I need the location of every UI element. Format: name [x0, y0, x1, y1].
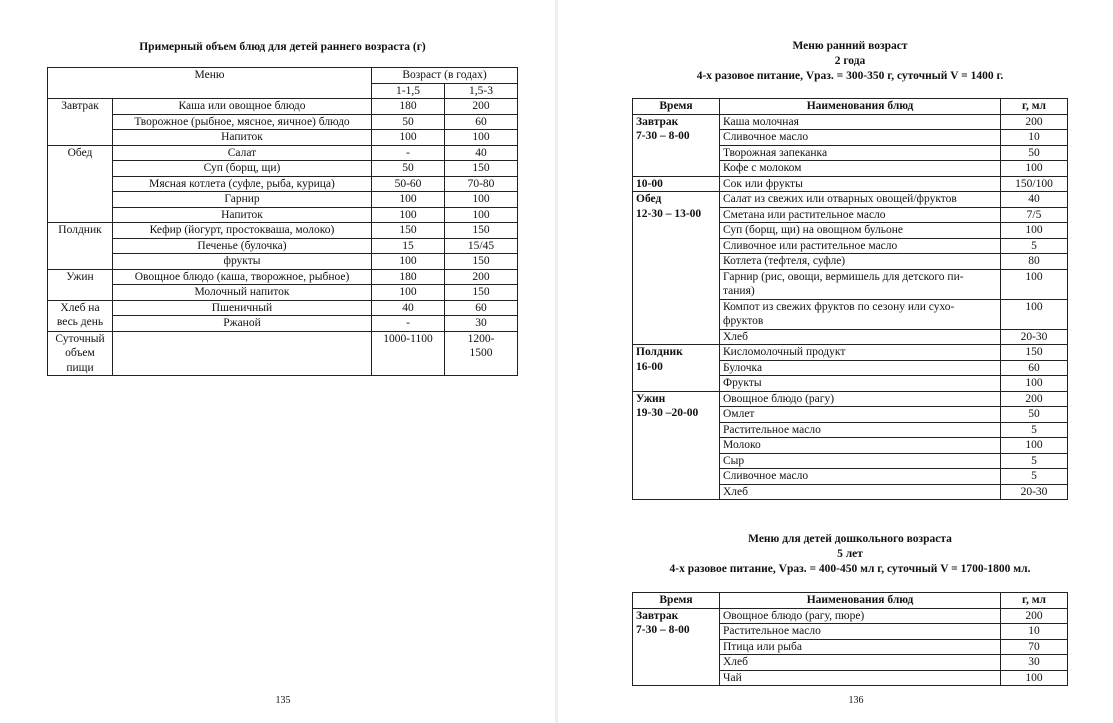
- dish-cell: Салат из свежих или отварных овощей/фруктов: [720, 192, 1001, 208]
- dish-cell: Кисломолочный продукт: [720, 345, 1001, 361]
- age-1-value: 50: [372, 114, 445, 130]
- quantity-cell: 100: [1001, 376, 1068, 392]
- dish-cell: Творожное (рыбное, мясное, яичное) блюдо: [113, 114, 372, 130]
- meal-time-cell: Завтрак 7-30 – 8-00: [633, 114, 720, 176]
- age-2-value: 150: [445, 223, 518, 239]
- menu2-title-line3: 4-х разовое питание, Vраз. = 400-450 мл г, суточный V = 1700-1800 мл.: [669, 563, 1031, 575]
- meal-time-cell: Полдник 16-00: [633, 345, 720, 392]
- age-1-value: 100: [372, 254, 445, 270]
- age-2-value: 1200- 1500: [445, 331, 518, 376]
- quantity-cell: 50: [1001, 407, 1068, 423]
- quantity-cell: 10: [1001, 624, 1068, 640]
- page-number-right: 136: [848, 695, 864, 706]
- age-1-value: 50: [372, 161, 445, 177]
- dish-cell: Сыр: [720, 453, 1001, 469]
- meal-cell: Ужин: [48, 269, 113, 300]
- left-page-title: Примерный объем блюд для детей раннего возраста (г): [139, 41, 426, 53]
- quantity-cell: 30: [1001, 655, 1068, 671]
- age-2-value: 100: [445, 130, 518, 146]
- quantity-cell: 5: [1001, 238, 1068, 254]
- dish-cell: Овощное блюдо (рагу, пюре): [720, 608, 1001, 624]
- dish-cell: Каша или овощное блюдо: [113, 99, 372, 115]
- menu-2-years-table: [632, 98, 1068, 500]
- table-row: [48, 254, 518, 270]
- age-1-value: 50-60: [372, 176, 445, 192]
- menu-header: Меню: [48, 68, 372, 99]
- dish-cell: Молочный напиток: [113, 285, 372, 301]
- age-1-value: 180: [372, 99, 445, 115]
- quantity-cell: 200: [1001, 608, 1068, 624]
- meal-cell: Обед: [48, 145, 113, 223]
- table-row: [48, 161, 518, 177]
- dish-cell: Мясная котлета (суфле, рыба, курица): [113, 176, 372, 192]
- table-row: [633, 608, 1068, 624]
- table-row: [48, 331, 518, 376]
- age-2-value: 200: [445, 269, 518, 285]
- menu-2-years-body: [633, 114, 1068, 500]
- qty-header: г, мл: [1001, 99, 1068, 115]
- dish-cell: Чай: [720, 670, 1001, 686]
- table-row: [48, 223, 518, 239]
- age-header: Возраст (в годах): [372, 68, 518, 84]
- quantity-cell: 20-30: [1001, 329, 1068, 345]
- dish-cell: Каша молочная: [720, 114, 1001, 130]
- dish-cell: Сливочное масло: [720, 469, 1001, 485]
- quantity-cell: 100: [1001, 299, 1068, 329]
- dish-cell: Молоко: [720, 438, 1001, 454]
- table-row: [48, 238, 518, 254]
- dish-cell: Растительное масло: [720, 422, 1001, 438]
- qty-header: г, мл: [1001, 593, 1068, 609]
- quantity-cell: 20-30: [1001, 484, 1068, 500]
- dish-cell: Сок или фрукты: [720, 176, 1001, 192]
- dish-header: Наименования блюд: [720, 99, 1001, 115]
- quantity-cell: 40: [1001, 192, 1068, 208]
- age-1-value: 1000-1100: [372, 331, 445, 376]
- table-row: [48, 114, 518, 130]
- quantity-cell: 5: [1001, 469, 1068, 485]
- menu2-title-line2: 5 лет: [837, 548, 863, 560]
- age-2-value: 70-80: [445, 176, 518, 192]
- age-2-value: 150: [445, 161, 518, 177]
- dish-cell: Гарнир (рис, овощи, вермишель для детского пи- тания): [720, 269, 1001, 299]
- quantity-cell: 150/100: [1001, 176, 1068, 192]
- table-row: [48, 130, 518, 146]
- age-volume-table: [47, 67, 518, 376]
- quantity-cell: 200: [1001, 114, 1068, 130]
- dish-cell: Пшеничный: [113, 300, 372, 316]
- age-col-2-header: 1,5-3: [445, 83, 518, 99]
- dish-cell: Хлеб: [720, 484, 1001, 500]
- menu2-title: [632, 532, 1068, 577]
- table-row: [48, 176, 518, 192]
- dish-cell: Омлет: [720, 407, 1001, 423]
- dish-cell: Хлеб: [720, 655, 1001, 671]
- age-volume-table-body: [48, 99, 518, 376]
- dish-cell: Напиток: [113, 207, 372, 223]
- dish-header: Наименования блюд: [720, 593, 1001, 609]
- dish-cell: Птица или рыба: [720, 639, 1001, 655]
- meal-time-cell: Ужин 19-30 –20-00: [633, 391, 720, 500]
- table-row: [633, 114, 1068, 130]
- left-page: [0, 0, 555, 723]
- page-number-left: 135: [275, 695, 291, 706]
- age-2-value: 150: [445, 285, 518, 301]
- age-1-value: 100: [372, 207, 445, 223]
- meal-cell: Суточный объем пищи: [48, 331, 113, 376]
- dish-cell: Растительное масло: [720, 624, 1001, 640]
- dish-cell: Котлета (тефтеля, суфле): [720, 254, 1001, 270]
- dish-cell: Напиток: [113, 130, 372, 146]
- dish-cell: Булочка: [720, 360, 1001, 376]
- table-row: [48, 269, 518, 285]
- table-row: [48, 316, 518, 332]
- age-1-value: 15: [372, 238, 445, 254]
- dish-cell: Хлеб: [720, 329, 1001, 345]
- dish-cell: Сливочное масло: [720, 130, 1001, 146]
- menu1-title-line3: 4-х разовое питание, Vраз. = 300-350 г, суточный V = 1400 г.: [696, 70, 1004, 82]
- meal-time-cell: Завтрак 7-30 – 8-00: [633, 608, 720, 686]
- quantity-cell: 100: [1001, 438, 1068, 454]
- meal-time-cell: 10-00: [633, 176, 720, 192]
- quantity-cell: 5: [1001, 422, 1068, 438]
- age-1-value: 100: [372, 130, 445, 146]
- age-1-value: -: [372, 316, 445, 332]
- table-row: [48, 192, 518, 208]
- table-row: [633, 176, 1068, 192]
- dish-cell: Сливочное или растительное масло: [720, 238, 1001, 254]
- age-1-value: 40: [372, 300, 445, 316]
- meal-cell: Хлеб на весь день: [48, 300, 113, 331]
- age-2-value: 60: [445, 114, 518, 130]
- dish-cell: Овощное блюдо (рагу): [720, 391, 1001, 407]
- dish-cell: Ржаной: [113, 316, 372, 332]
- meal-time-cell: Обед 12-30 – 13-00: [633, 192, 720, 345]
- quantity-cell: 60: [1001, 360, 1068, 376]
- dish-cell: Кефир (йогурт, простокваша, молоко): [113, 223, 372, 239]
- dish-cell: [113, 331, 372, 376]
- quantity-cell: 100: [1001, 223, 1068, 239]
- dish-cell: Печенье (булочка): [113, 238, 372, 254]
- age-1-value: 180: [372, 269, 445, 285]
- table-row: [48, 207, 518, 223]
- age-2-value: 60: [445, 300, 518, 316]
- age-2-value: 15/45: [445, 238, 518, 254]
- age-2-value: 100: [445, 207, 518, 223]
- menu-5-years-body: [633, 608, 1068, 686]
- menu2-title-line1: Меню для детей дошкольного возраста: [748, 533, 952, 545]
- menu1-title-line1: Меню ранний возраст: [792, 40, 908, 52]
- table-row: [48, 99, 518, 115]
- quantity-cell: 150: [1001, 345, 1068, 361]
- dish-cell: Овощное блюдо (каша, творожное, рыбное): [113, 269, 372, 285]
- dish-cell: Сметана или растительное масло: [720, 207, 1001, 223]
- age-col-1-header: 1-1,5: [372, 83, 445, 99]
- dish-cell: фрукты: [113, 254, 372, 270]
- dish-cell: Компот из свежих фруктов по сезону или сухо- фруктов: [720, 299, 1001, 329]
- age-2-value: 200: [445, 99, 518, 115]
- age-1-value: 100: [372, 192, 445, 208]
- quantity-cell: 100: [1001, 269, 1068, 299]
- quantity-cell: 50: [1001, 145, 1068, 161]
- dish-cell: Суп (борщ, щи) на овощном бульоне: [720, 223, 1001, 239]
- quantity-cell: 70: [1001, 639, 1068, 655]
- dish-cell: Творожная запеканка: [720, 145, 1001, 161]
- table-row: [633, 192, 1068, 208]
- table-row: [48, 285, 518, 301]
- age-1-value: -: [372, 145, 445, 161]
- meal-cell: Полдник: [48, 223, 113, 270]
- age-2-value: 40: [445, 145, 518, 161]
- age-2-value: 30: [445, 316, 518, 332]
- age-1-value: 150: [372, 223, 445, 239]
- quantity-cell: 80: [1001, 254, 1068, 270]
- dish-cell: Гарнир: [113, 192, 372, 208]
- table-row: [48, 300, 518, 316]
- dish-cell: Салат: [113, 145, 372, 161]
- menu1-title: [632, 39, 1068, 84]
- quantity-cell: 100: [1001, 161, 1068, 177]
- dish-cell: Кофе с молоком: [720, 161, 1001, 177]
- time-header: Время: [633, 593, 720, 609]
- age-2-value: 150: [445, 254, 518, 270]
- quantity-cell: 100: [1001, 670, 1068, 686]
- age-2-value: 100: [445, 192, 518, 208]
- quantity-cell: 5: [1001, 453, 1068, 469]
- quantity-cell: 200: [1001, 391, 1068, 407]
- dish-cell: Фрукты: [720, 376, 1001, 392]
- table-row: [633, 345, 1068, 361]
- menu-5-years-table: [632, 592, 1068, 686]
- quantity-cell: 7/5: [1001, 207, 1068, 223]
- meal-cell: Завтрак: [48, 99, 113, 146]
- menu1-title-line2: 2 года: [834, 55, 866, 67]
- age-1-value: 100: [372, 285, 445, 301]
- dish-cell: Суп (борщ, щи): [113, 161, 372, 177]
- table-row: [633, 391, 1068, 407]
- table-row: [48, 145, 518, 161]
- time-header: Время: [633, 99, 720, 115]
- quantity-cell: 10: [1001, 130, 1068, 146]
